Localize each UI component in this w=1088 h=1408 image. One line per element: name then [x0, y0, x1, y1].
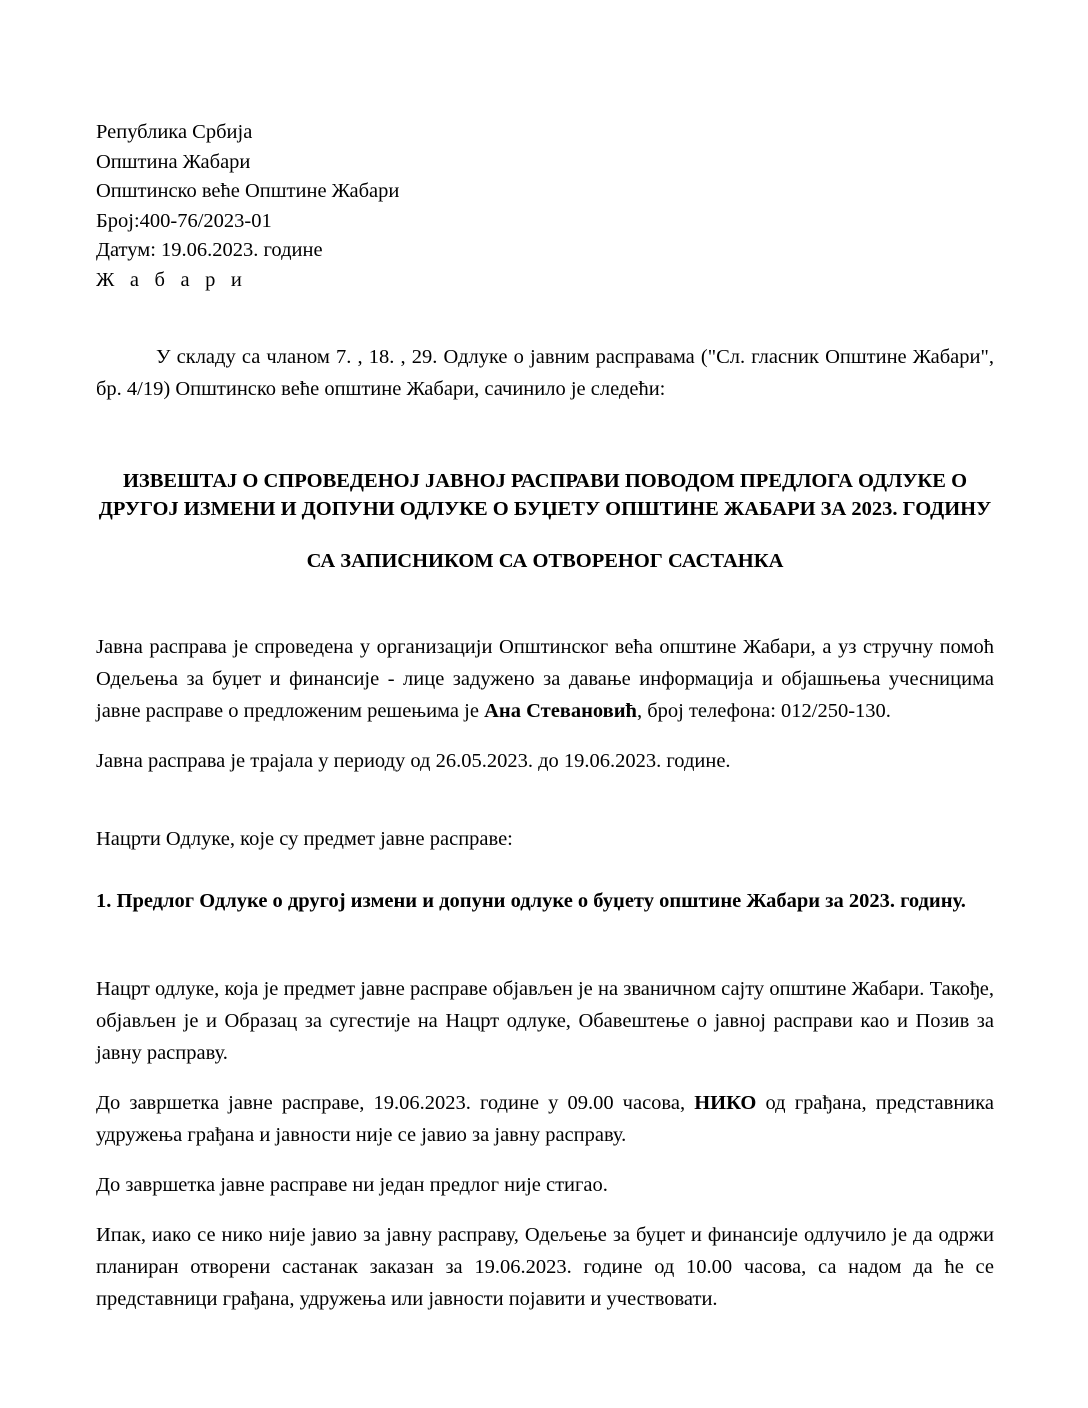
- paragraph-organization-text-after: , број телефона: 012/250-130.: [636, 700, 891, 722]
- paragraph-publication: Нацрт одлуке, која је предмет јавне расправе објављен је на званичном сајту општине Жабари. Такође, објављен је и Образац за сугестије на Нацрт одлуке, Обавештење о јавној расправи као и Позив за јавну расправу.: [96, 978, 994, 1064]
- paragraph-drafts-heading: Нацрти Одлуке, које су предмет јавне расправе:: [96, 828, 513, 850]
- letterhead-line-number: Број:400-76/2023-01: [96, 209, 272, 232]
- paragraph-open-meeting: Ипак, иако се нико није јавио за јавну расправу, Одељење за буџет и финансије одлучило је да одржи планиран отворени састанак заказан за 19.06.2023. године од 10.00 часова, са надом да ће се представници грађана, удружења или јавности појавити и учествовати.: [96, 1224, 994, 1310]
- intro-paragraph: У складу са чланом 7. , 18. , 29. Одлуке о јавним расправама ("Сл. гласник Општине Жабари", бр. 4/19) Општинско веће општине Жабари, сачинило је следећи:: [96, 346, 994, 400]
- document-content: [96, 118, 994, 1315]
- spacer: [96, 855, 994, 885]
- document-title: ИЗВЕШТАЈ О СПРОВЕДЕНОЈ ЈАВНОЈ РАСПРАВИ ПОВОДОМ ПРЕДЛОГА ОДЛУКЕ О ДРУГОЈ ИЗМЕНИ И ДОПУНИ ОДЛУКЕ О БУЏЕТУ ОПШТИНЕ ЖАБАРИ ЗА 2023. ГОДИНУ: [98, 470, 992, 520]
- paragraph-organization: [96, 631, 994, 727]
- paragraph-organization-text-before: Јавна расправа је спроведена у организацији Општинског већа општине Жабари, а уз стручну помоћ Одељења за буџет и финансије - лице задужено за давање информација и објашњења учесницима јавне расправе о предложеним решењима је: [96, 636, 994, 722]
- letterhead-line-date: Датум: 19.06.2023. године: [96, 239, 323, 261]
- spacer: [96, 1069, 994, 1087]
- spacer: [96, 1201, 994, 1219]
- spacer: [96, 917, 994, 973]
- contact-person-name: Ана Стевановић: [484, 700, 637, 722]
- letterhead-line-place: Ж а б а р и: [96, 268, 248, 291]
- emphasis-nobody: НИКО: [694, 1092, 757, 1114]
- paragraph-duration: Јавна расправа је трајала у периоду од 26.05.2023. до 19.06.2023. године.: [96, 750, 731, 772]
- letterhead: [96, 118, 994, 295]
- spacer: [96, 575, 994, 631]
- paragraph-no-participants-text-after: од грађана, представника удружења грађана и јавности није се јавио за јавну расправу.: [96, 1092, 995, 1146]
- spacer: [96, 777, 994, 823]
- spacer: [96, 1151, 994, 1169]
- letterhead-line-council: Општинско веће Општине Жабари: [96, 180, 400, 202]
- spacer: [96, 523, 994, 547]
- paragraph-no-participants: [96, 1087, 994, 1151]
- letterhead-line-municipality: Општина Жабари: [96, 150, 251, 173]
- draft-list-item-1: 1. Предлог Одлуке о другој измени и допуни одлуке о буџету општине Жабари за 2023. годину.: [96, 890, 966, 912]
- paragraph-no-proposals: До завршетка јавне расправе ни један предлог није стигао.: [96, 1174, 608, 1196]
- spacer: [96, 405, 994, 467]
- letterhead-line-republic: Република Србија: [96, 121, 253, 143]
- spacer: [96, 295, 994, 341]
- spacer: [96, 727, 994, 745]
- paragraph-no-participants-text-before: До завршетка јавне расправе, 19.06.2023. године у 09.00 часова,: [96, 1092, 695, 1114]
- document-subtitle: СА ЗАПИСНИКОМ СА ОТВОРЕНОГ САСТАНКА: [306, 550, 784, 572]
